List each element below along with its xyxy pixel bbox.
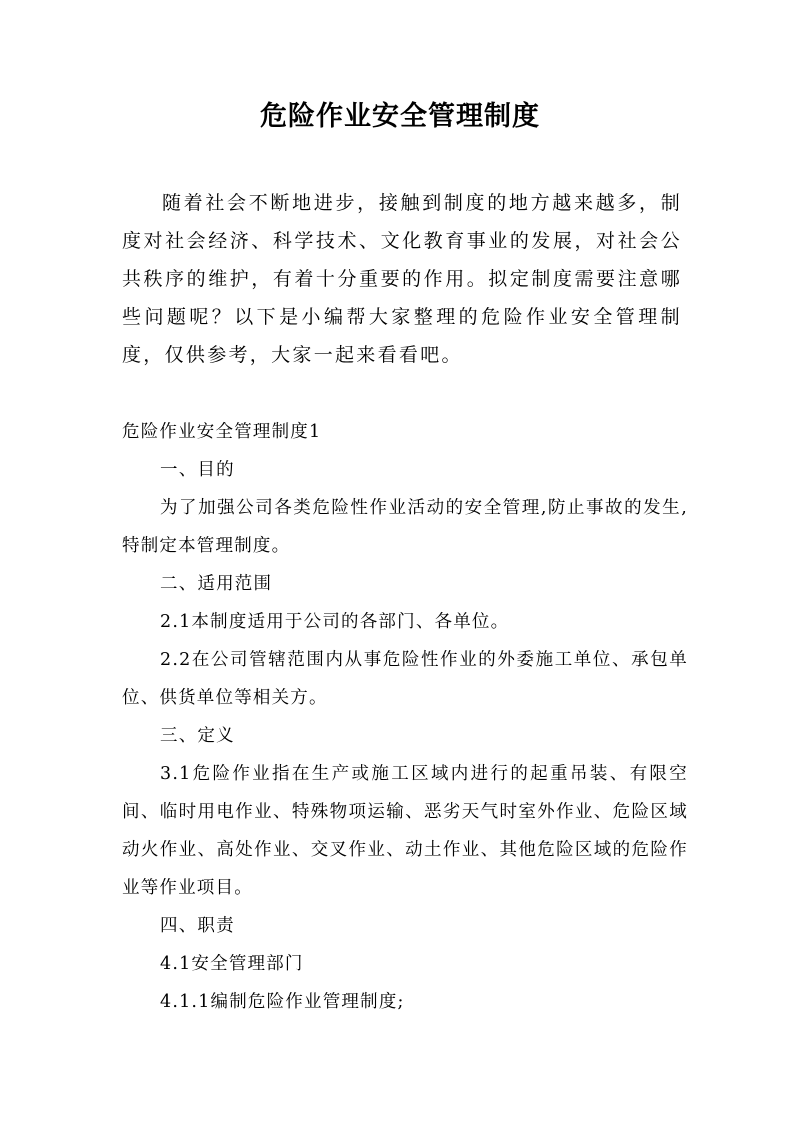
paragraph-purpose: 为了加强公司各类危险性作业活动的安全管理,防止事故的发生,特制定本管理制度。 [122, 498, 688, 556]
heading-scope: 二、适用范围 [160, 574, 273, 594]
paragraph-4-1-1: 4.1.1编制危险作业管理制度; [160, 992, 405, 1012]
heading-purpose: 一、目的 [160, 460, 235, 480]
document-title: 危险作业安全管理制度 [260, 101, 540, 132]
section-subtitle: 危险作业安全管理制度1 [122, 422, 322, 442]
heading-definition: 三、定义 [160, 726, 235, 746]
paragraph-scope-2-2: 2.2在公司管辖范围内从事危险性作业的外委施工单位、承包单位、供货单位等相关方。 [122, 650, 688, 708]
paragraph-definition-3-1: 3.1危险作业指在生产或施工区域内进行的起重吊装、有限空间、临时用电作业、特殊物项运输、恶劣天气时室外作业、危险区域动火作业、高处作业、交叉作业、动土作业、其他危险区域的危险作业等作业项目。 [122, 764, 688, 898]
paragraph-scope-2-1: 2.1本制度适用于公司的各部门、各单位。 [160, 612, 510, 632]
document-body [122, 413, 688, 1021]
intro-paragraph: 随着社会不断地进步，接触到制度的地方越来越多，制度对社会经济、科学技术、文化教育事业的发展，对社会公共秩序的维护，有着十分重要的作用。拟定制度需要注意哪些问题呢？以下是小编帮大家整理的危险作业安全管理制度，仅供参考，大家一起来看看吧。 [122, 192, 682, 366]
paragraph-4-1: 4.1安全管理部门 [160, 954, 304, 974]
heading-responsibilities: 四、职责 [160, 916, 235, 936]
